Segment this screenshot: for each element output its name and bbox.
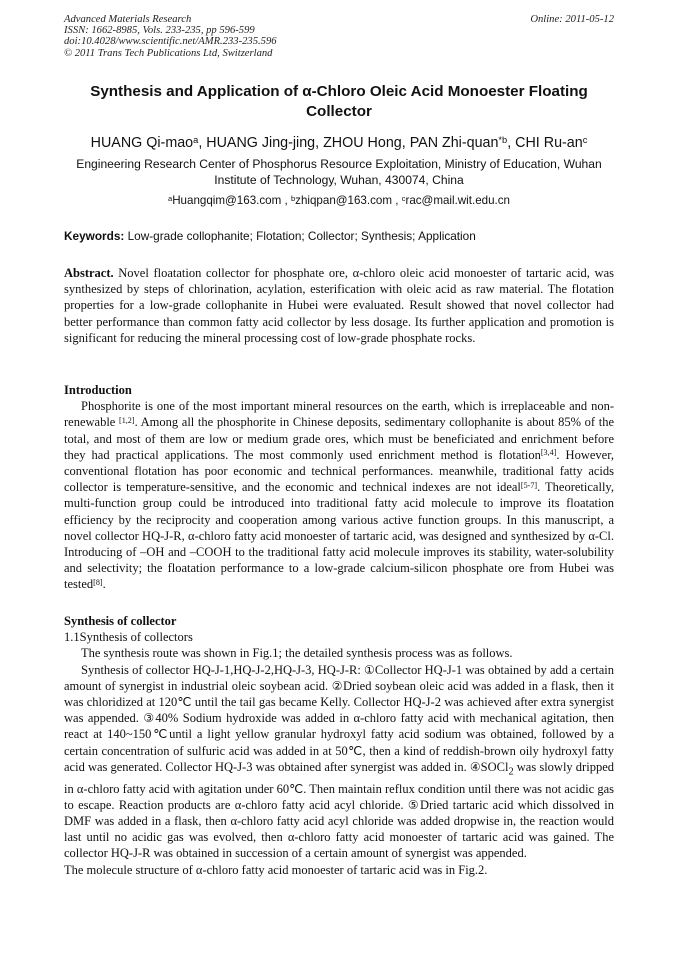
email-separator: , xyxy=(392,194,402,207)
abstract-label: Abstract. xyxy=(64,266,114,280)
journal-info xyxy=(64,14,277,59)
abstract-text: Novel floatation collector for phosphate ore, α-chloro oleic acid monoester of tartaric acid, was synthesized by steps of chlorination, acylation, esterification with oleic acid as raw material. The flotation properties for a low-grade collophanite in Hubei were evaluated. Result showed that novel collector had better performance than common fatty acid collector by less dosage. Its further application and promotion is significant for reducing the mineral processing cost of low-grade phosphate rocks. xyxy=(64,266,614,345)
author-name: PAN Zhi-quan xyxy=(409,135,499,151)
author-affil-mark: a xyxy=(193,134,199,145)
keywords-label: Keywords: xyxy=(64,229,125,243)
email-link[interactable]: rac@mail.wit.edu.cn xyxy=(405,194,511,207)
author-emails xyxy=(64,193,614,208)
author-name: HUANG Jing-jing xyxy=(206,135,316,151)
keywords xyxy=(64,229,614,244)
email-mark: a xyxy=(167,193,173,203)
text-run: Phosphorite is one of the most important mineral resources on the earth, which is irreplaceable and non-renewable xyxy=(64,399,614,430)
author-affil-mark: *b xyxy=(498,134,508,145)
step-number-4: ④ xyxy=(469,759,481,774)
email-mark: b xyxy=(290,193,296,203)
citation[interactable]: [8] xyxy=(93,577,103,587)
citation[interactable]: [5-7] xyxy=(520,480,538,490)
email-link[interactable]: Huangqim@163.com xyxy=(172,194,282,207)
copyright-line: © 2011 Trans Tech Publications Ltd, Switzerland xyxy=(64,47,273,59)
text-run: 40% Sodium hydroxide was added in α-chloro fatty acid with mechanical agitation, then react at 140~150℃until a light yellow granular hydroxyl fatty acid sodium was obtained, followed by a certain concentration of sulfuric acid was added in at 50℃, then a kind of reddish-brown oily hydroxyl fatty acid was generated. Collector HQ-J-3 was obtained after synergist was added in. xyxy=(64,711,614,774)
email-separator: , xyxy=(281,194,291,207)
text-run: . Among all the phosphorite in Chinese deposits, sedimentary collophanite is about 85% of the total, and most of them are low or medium grade ores, which must be beneficiated and enrichment before they had practical applications. The most commonly used enrichment method is flotation xyxy=(64,415,614,462)
subscript: 2 xyxy=(508,766,514,778)
email-link[interactable]: zhiqpan@163.com xyxy=(295,194,393,207)
author-name: ZHOU Hong xyxy=(323,135,402,151)
paragraph xyxy=(64,662,614,862)
author-separator: , xyxy=(315,135,324,151)
introduction-section xyxy=(64,382,614,593)
text-run: was slowly dripped in α-chloro fatty acid with agitation under 60℃. Then maintain reflux condition until there was not acidic gas to escape. Reaction products are α-chloro fatty acid acyl chloride. xyxy=(64,759,614,812)
email-mark: c xyxy=(401,193,406,203)
text-run: Collector HQ-J-1 was obtained by add a certain amount of synergist in industrial oleic soybean acid. xyxy=(64,662,614,693)
author-name: HUANG Qi-mao xyxy=(90,135,194,151)
step-number-3: ③ xyxy=(143,711,156,726)
text-run: Dried soybean oleic acid was added in a flask, then it was chloridized at 120℃ until the tail gas became Kelly. Collector HQ-J-2 was achieved after extra synergist was appended. xyxy=(64,678,614,726)
text-run: Dried tartaric acid which dissolved in DMF was added in a flask, then α-chloro fatty acid acyl chloride was added dropwise in, the reaction would last until no acidic gas was evolved, then α-chloro fatty acid monoester of tartaric acid was gained. The collector HQ-J-R was obtained in succession of a certain amount of synergist was appended. xyxy=(64,797,614,861)
text-run: . xyxy=(102,577,106,592)
text-run: SOCl xyxy=(480,759,509,774)
paper-title: Synthesis and Application of α-Chloro Oleic Acid Monoester Floating Collector xyxy=(90,83,588,120)
section-heading: Introduction xyxy=(64,383,132,397)
author-separator: , xyxy=(198,135,207,151)
subsection-heading: 1.1Synthesis of collectors xyxy=(64,630,193,645)
online-date: Online: 2011-05-12 xyxy=(530,14,614,25)
doi-line[interactable]: doi:10.4028/www.scientific.net/AMR.233-235.596 xyxy=(64,36,277,48)
affiliation: Engineering Research Center of Phosphorus Resource Exploitation, Ministry of Education, Wuhan Institute of Technology, Wuhan, 430074, China xyxy=(76,157,602,187)
step-number-5: ⑤ xyxy=(407,797,420,812)
text-run: . Theoretically, multi-function group could be introduced into traditional fatty acid molecule to improve its floatation efficiency by the reciprocity and cooperation among various active function groups. In this manuscript, a novel collector HQ-J-R, α-chloro fatty acid monoester of tartaric acid, was designed and synthesized by α-Cl. Introducing of –OH and –COOH to the traditional fatty acid molecule improves its stability, water-solubility and selectivity; the floatation performance to a low-grade calcium-silicon phosphate ore from Hubei was tested xyxy=(64,480,614,592)
author-affil-mark: c xyxy=(582,134,588,145)
issn-line: ISSN: 1662-8985, Vols. 233-235, pp 596-599 xyxy=(64,25,255,37)
citation[interactable]: [3,4] xyxy=(540,448,557,458)
author-name: CHI Ru-an xyxy=(515,135,583,151)
step-number-2: ② xyxy=(331,678,343,693)
synthesis-section xyxy=(64,613,614,878)
step-number-1: ① xyxy=(364,662,375,677)
author-separator: , xyxy=(401,135,410,151)
text-run: Synthesis of collector HQ-J-1,HQ-J-2,HQ-J-3, HQ-J-R: xyxy=(81,662,365,677)
keywords-text: Low-grade collophanite; Flotation; Collector; Synthesis; Application xyxy=(124,229,476,243)
citation[interactable]: [1,2] xyxy=(119,415,135,425)
paragraph: The molecule structure of α-chloro fatty acid monoester of tartaric acid was in Fig.2. xyxy=(64,862,488,877)
abstract xyxy=(64,265,614,346)
journal-name: Advanced Materials Research xyxy=(64,14,192,25)
paragraph: The synthesis route was shown in Fig.1; the detailed synthesis process was as follows. xyxy=(81,646,513,661)
author-separator: , xyxy=(507,135,516,151)
text-run: . However, conventional flotation has poor economic and technical performances. meanwhile, traditional fatty acids collector is temperature-sensitive, and the economic and technical indexes are not ideal xyxy=(64,447,614,495)
author-list xyxy=(40,134,638,152)
paragraph xyxy=(64,398,614,592)
section-heading: Synthesis of collector xyxy=(64,614,177,628)
